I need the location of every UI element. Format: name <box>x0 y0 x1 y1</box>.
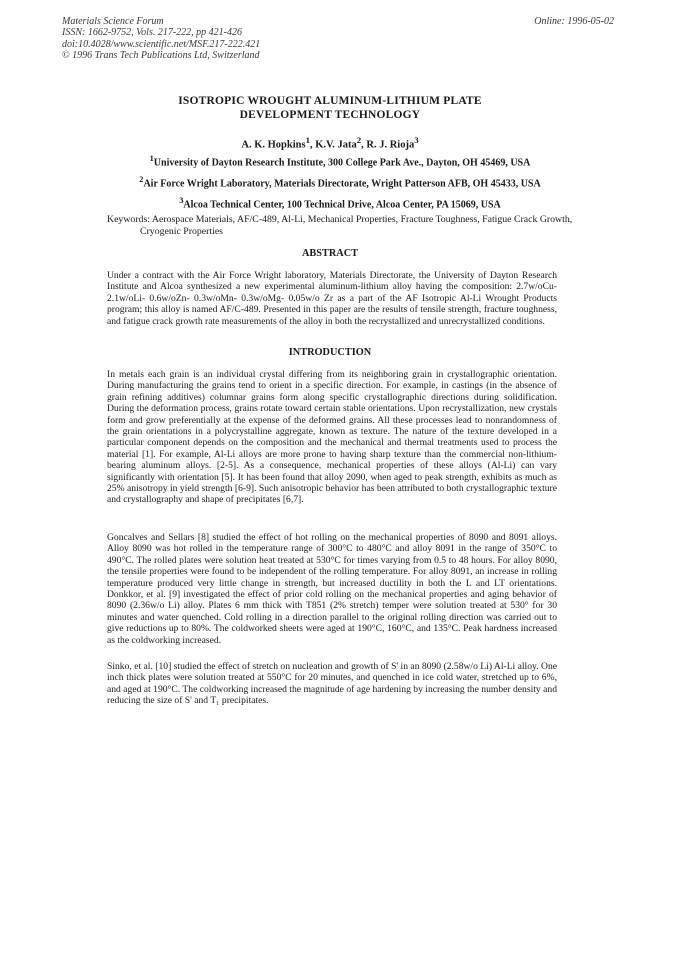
affiliation-line: $^3$Alcoa Technical Center, 100 Technical Drive, Alcoa Center, PA 15069, USA <box>179 195 501 210</box>
author-affil-mark: 3 <box>414 135 419 145</box>
author-affil-mark: 1 <box>305 135 310 145</box>
abstract-text: Under a contract with the Air Force Wright laboratory, Materials Directorate, the University of Dayton Research Institute and Alcoa synthesized a new experimental aluminum-lithium alloy having the composition: 2.7w/oCu- 2.1w/oLi- 0.6w/oZn- 0.3w/oMn- 0.3w/oMg- 0.05w/o Zr as a part of the AF Isotropic Al-Li Wrought Products program; this alloy is named AF/C-489. Presented in this paper are the results of tensile strength, fracture toughness, and fatigue crack growth rate measurements of the alloy in both the recrystallized and unrecrystallized conditions. <box>107 270 557 327</box>
affiliations <box>70 151 610 213</box>
intro-paragraph: Sinko, et al. [10] studied the effect of stretch on nucleation and growth of S' in an 8090 (2.58w/o Li) Al-Li alloy. One inch thick plates were solution treated at 550°C for 20 minutes, and quenched in ice cold water, stretched up to 6%, and aged at 190°C. The coldworking increased the magnitude of age hardening by increasing the number density and reducing the size of S' and T₁ precipitates. <box>107 661 557 707</box>
affiliation-line: $^1$University of Dayton Research Institute, 300 College Park Ave., Dayton, OH 45469, USA <box>149 154 531 169</box>
introduction-heading: INTRODUCTION <box>288 347 372 358</box>
author-name: R. J. Rioja <box>366 139 415 151</box>
author-name: K.V. Jata <box>315 139 357 151</box>
author-list: A. K. Hopkins$^1$, K.V. Jata$^2$, R. J. Rioja$^3$ <box>241 135 419 151</box>
keywords: Keywords: Aerospace Materials, AF/C-489, Al-Li, Mechanical Properties, Fracture Toughness, Fatigue Crack Growth, Cryogenic Properties <box>107 214 573 237</box>
author-name: A. K. Hopkins <box>241 139 306 151</box>
doi-line: doi:10.4028/www.scientific.net/MSF.217-222.421 <box>62 38 261 50</box>
copyright-line: © 1996 Trans Tech Publications Ltd, Switzerland <box>62 49 260 61</box>
online-date: Online: 1996-05-02 <box>534 16 614 27</box>
journal-name: Materials Science Forum <box>62 16 164 27</box>
intro-paragraph: In metals each grain is an individual crystal differing from its neighboring grain in crystallographic orientation. During manufacturing the grains tend to orient in a specific direction. For example, in castings (in the absence of grain refining additives) columnar grains form along specific crystallographic directions during solidification. During the deformation process, grains rotate toward certain stable orientations. Upon recrystallization, new crystals form and grow preferentially at the expense of the deformed grains. All these processes lead to nonrandomness of the grain orientations in a polycrystalline aggregate, known as texture. The nature of the texture developed in a particular component depends on the composition and the mechanical and thermal treatments used to process the material [1]. For example, Al-Li alloys are more prone to having sharp texture than the commercial non-lithium-bearing aluminum alloys. [2-5]. As a consequence, mechanical properties of these alloys (Al-Li) can vary significantly with orientation [5]. It has been found that alloy 2090, when aged to peak strength, exhibits as much as 25% anisotropy in yield strength [6-9]. Such anisotropic behavior has been attributed to both crystallographic texture and crystallography and shape of precipitates [6,7]. <box>107 369 557 506</box>
author-affil-mark: 2 <box>356 135 362 145</box>
journal-header <box>62 16 260 61</box>
affiliation-line: $^2$Air Force Wright Laboratory, Materials Directorate, Wright Patterson AFB, OH 45433, USA <box>139 174 541 190</box>
paper-title <box>100 94 560 122</box>
abstract-heading: ABSTRACT <box>301 248 359 259</box>
issn-line: ISSN: 1662-9752, Vols. 217-222, pp 421-426 <box>62 27 242 39</box>
intro-paragraph: Goncalves and Sellars [8] studied the effect of hot rolling on the mechanical properties of 8090 and 8091 alloys. Alloy 8090 was hot rolled in the temperature range of 300°C to 480°C and alloy 8091 in the range of 350°C to 490°C. The rolled plates were solution heat treated at 530°C for times varying from 0.5 to 48 hours. For alloy 8090, the tensile properties were found to be independent of the rolling temperature. For alloy 8091, an increase in rolling temperature produced very little change in strength, but increased ductility in both the L and LT orientations. Donkkor, et al. [9] investigated the effect of prior cold rolling on the mechanical properties and aging behavior of 8090 (2.36w/o Li) alloy. Plates 6 mm thick with T851 (2% stretch) temper were solution treated at 530° for 30 minutes and water quenched. Cold rolling in a direction parallel to the original rolling direction was carried out to give reductions up to 80%. The coldworked sheets were aged at 190°C, 160°C, and 135°C. Peak hardness increased as the coldworking increased. <box>107 532 557 646</box>
title-line-2: DEVELOPMENT TECHNOLOGY <box>239 109 421 121</box>
title-line-1: ISOTROPIC WROUGHT ALUMINUM-LITHIUM PLATE <box>178 95 482 107</box>
